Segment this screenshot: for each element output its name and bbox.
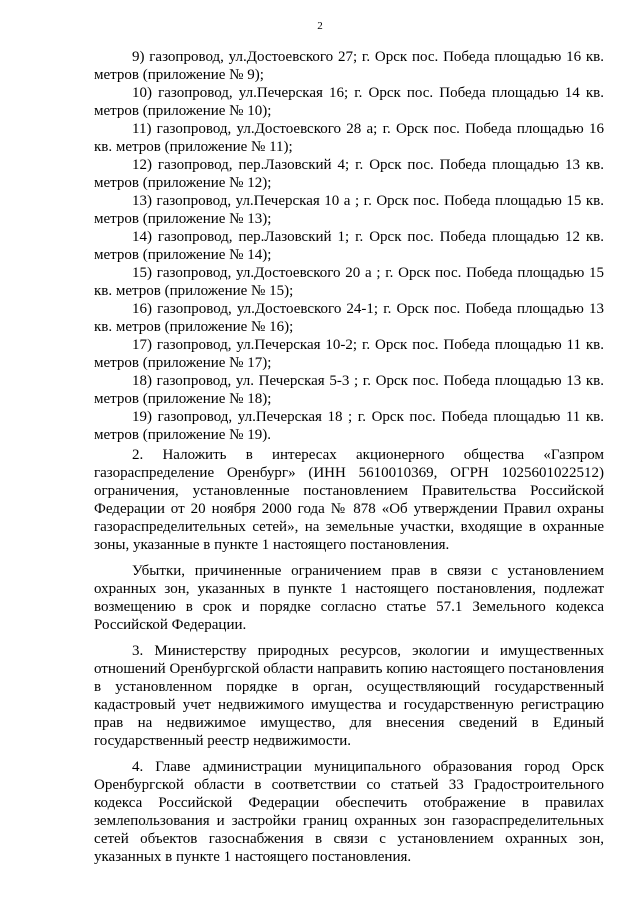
list-item-16: 16) газопровод, ул.Достоевского 24-1; г. Орск пос. Победа площадью 13 кв. метров (приложение № 16); [94,301,604,335]
list-item-18: 18) газопровод, ул. Печерская 5-3 ; г. Орск пос. Победа площадью 13 кв. метров (приложение № 18); [94,373,604,407]
paragraph-item-3: 3. Министерству природных ресурсов, экологии и имущественных отношений Оренбургской области направить копию настоящего постановления в установленном порядке в орган, осуществляющий государственный кадастровый учет недвижимого имущества и государственную регистрацию прав на недвижимое имущество, для внесения сведений в Единый государственный реестр недвижимости. [94,643,604,749]
paragraph-item-4: 4. Главе администрации муниципального образования город Орск Оренбургской области в соответствии со статьей 33 Градостроительного кодекса Российской Федерации обеспечить отображение в правилах землепользования и застройки границ охранных зон газораспределительных сетей объектов газоснабжения в связи с установлением охранных зон, указанных в пункте 1 настоящего постановления. [94,759,604,865]
list-item-17: 17) газопровод, ул.Печерская 10-2; г. Орск пос. Победа площадью 11 кв. метров (приложение № 17); [94,337,604,371]
page-number: 2 [317,20,323,32]
list-item-14: 14) газопровод, пер.Лазовский 1; г. Орск пос. Победа площадью 12 кв. метров (приложение № 14); [94,229,604,263]
document-body [94,48,604,866]
list-item-13: 13) газопровод, ул.Печерская 10 а ; г. Орск пос. Победа площадью 15 кв. метров (приложение № 13); [94,193,604,227]
list-item-19: 19) газопровод, ул.Печерская 18 ; г. Орск пос. Победа площадью 11 кв. метров (приложение № 19). [94,409,604,443]
list-item-9: 9) газопровод, ул.Достоевского 27; г. Орск пос. Победа площадью 16 кв. метров (приложение № 9); [94,49,604,83]
list-item-12: 12) газопровод, пер.Лазовский 4; г. Орск пос. Победа площадью 13 кв. метров (приложение № 12); [94,157,604,191]
paragraph-damages: Убытки, причиненные ограничением прав в связи с установлением охранных зон, указанных в пункте 1 настоящего постановления, подлежат возмещению в срок и порядке согласно статье 57.1 Земельного кодекса Российской Федерации. [94,563,604,633]
list-item-10: 10) газопровод, ул.Печерская 16; г. Орск пос. Победа площадью 14 кв. метров (приложение № 10); [94,85,604,119]
list-item-11: 11) газопровод, ул.Достоевского 28 а; г. Орск пос. Победа площадью 16 кв. метров (приложение № 11); [94,121,604,155]
paragraph-item-2: 2. Наложить в интересах акционерного общества «Газпром газораспределение Оренбург» (ИНН 5610010369, ОГРН 1025601022512) ограничения, установленные постановлением Правительства Российской Федерации от 20 ноября 2000 года № 878 «Об утверждении Правил охраны газораспределительных сетей», на земельные участки, входящие в охранные зоны, указанные в пункте 1 настоящего постановления. [94,447,604,553]
list-item-15: 15) газопровод, ул.Достоевского 20 а ; г. Орск пос. Победа площадью 15 кв. метров (приложение № 15); [94,265,604,299]
